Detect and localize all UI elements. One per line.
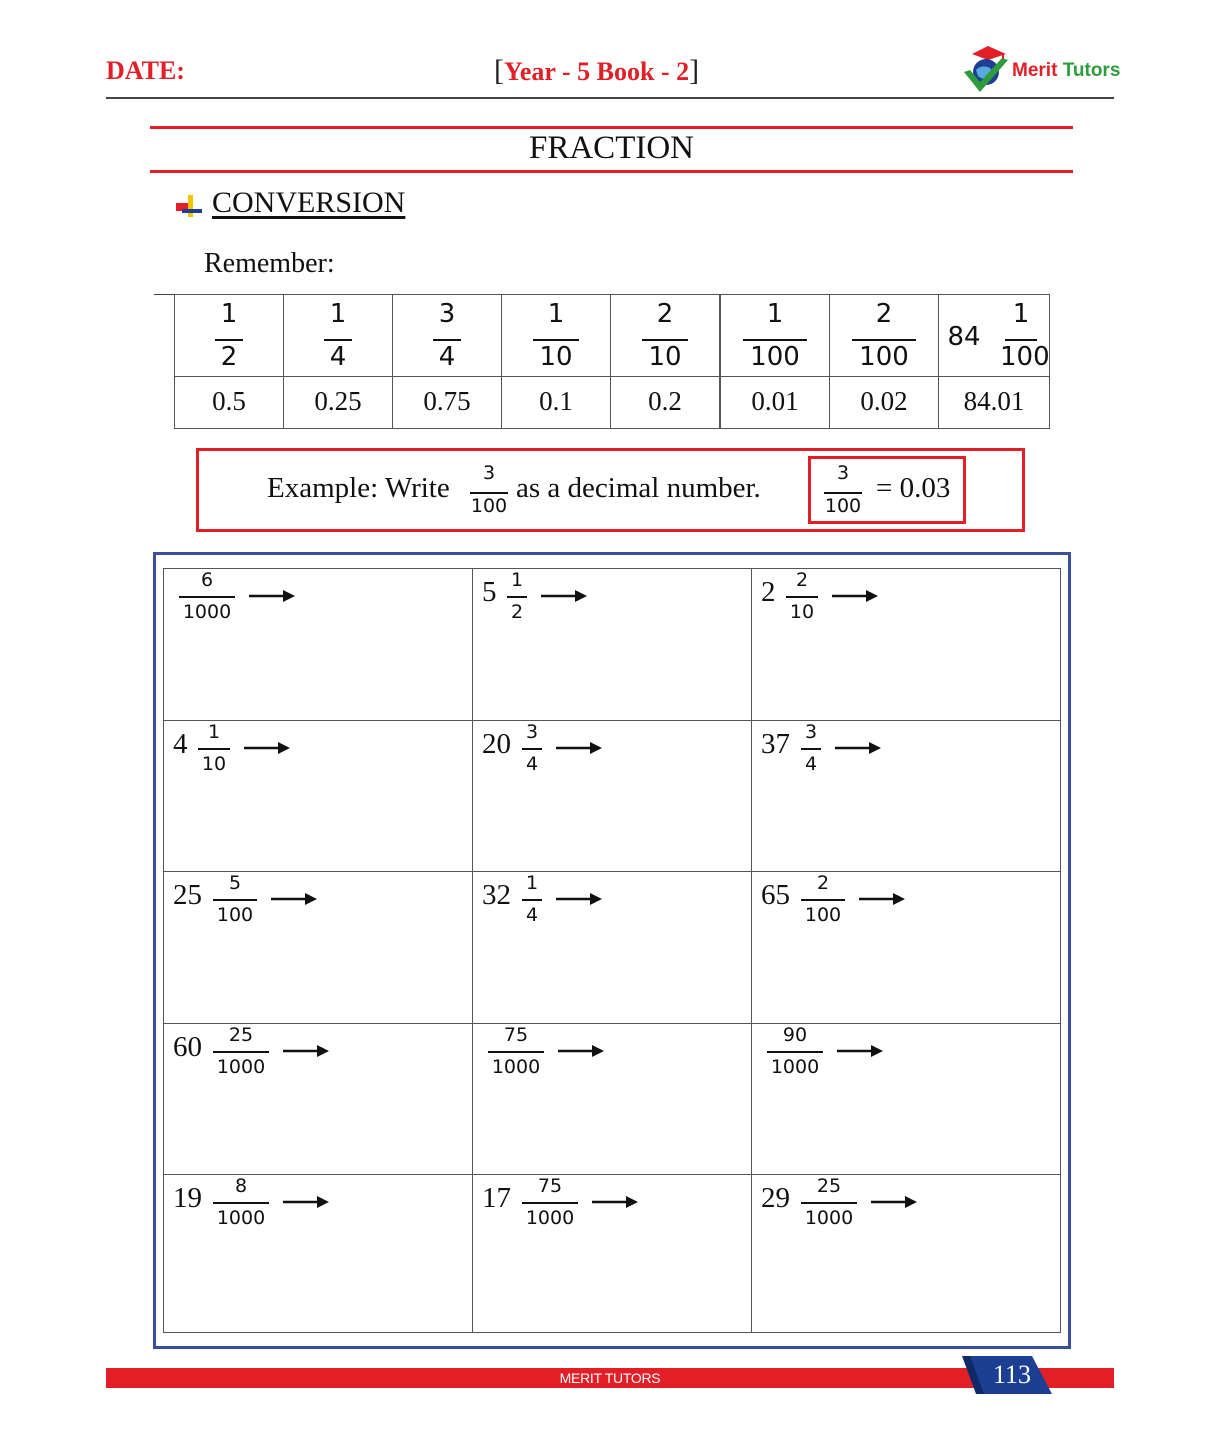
exercise-numerator: 6 — [200, 569, 214, 591]
exercise-fraction-bar — [198, 748, 230, 750]
ref-decimal: 0.75 — [423, 386, 471, 416]
exercise-denominator: 4 — [525, 904, 539, 926]
exercise-numerator: 25 — [816, 1175, 842, 1197]
exercise-numerator: 75 — [503, 1024, 529, 1046]
exercise-denominator: 1000 — [804, 1207, 854, 1229]
right-arrow-icon — [871, 1195, 917, 1207]
exercise-numerator: 75 — [537, 1175, 563, 1197]
exercise-denominator: 1000 — [491, 1056, 541, 1078]
ref-denominator: 4 — [329, 342, 347, 372]
ref-denominator: 100 — [859, 342, 909, 372]
ref-fraction-bar — [1005, 339, 1037, 341]
right-arrow-icon — [271, 892, 317, 904]
right-arrow-icon — [592, 1195, 638, 1207]
exercise-denominator: 10 — [201, 753, 227, 775]
example-prefix: Example: Write — [267, 472, 450, 504]
right-arrow-icon — [244, 741, 290, 753]
ref-fraction-bar — [533, 339, 579, 341]
exercise-fraction-bar — [179, 596, 235, 598]
ref-numerator: 1 — [220, 299, 238, 329]
close-bracket: ] — [689, 54, 700, 87]
exercise-fraction-bar — [213, 1202, 269, 1204]
ref-decimal: 84.01 — [963, 386, 1025, 416]
exercise-whole: 4 — [173, 728, 188, 760]
ref-numerator: 2 — [656, 299, 674, 329]
exercise-fraction-bar — [522, 748, 542, 750]
ref-fraction-bar — [852, 339, 916, 341]
ref-denominator: 10 — [539, 342, 573, 372]
example-denominator: 100 — [470, 495, 508, 517]
exercise-denominator: 4 — [804, 753, 818, 775]
ref-decimal: 0.5 — [212, 386, 246, 416]
exercise-fraction-bar — [522, 1202, 578, 1204]
exercise-numerator: 1 — [207, 721, 221, 743]
right-arrow-icon — [835, 741, 881, 753]
ref-decimal: 0.25 — [314, 386, 362, 416]
exercise-numerator: 1 — [510, 569, 524, 591]
date-label: DATE: — [106, 56, 185, 85]
title-bottom-rule — [150, 170, 1073, 173]
exercise-denominator: 10 — [789, 601, 815, 623]
ref-numerator: 1 — [547, 299, 565, 329]
ref-denominator: 2 — [220, 342, 238, 372]
page-number: 113 — [992, 1360, 1032, 1389]
exercise-fraction-bar — [801, 1202, 857, 1204]
exercise-whole: 20 — [482, 728, 511, 760]
exercise-cell — [163, 871, 473, 1024]
ref-denominator: 100 — [750, 342, 800, 372]
answer-fraction-bar — [824, 492, 862, 494]
open-bracket: [ — [494, 54, 504, 87]
ref-fraction-bar — [642, 339, 688, 341]
exercise-fraction-bar — [522, 899, 542, 901]
exercise-denominator: 1000 — [216, 1056, 266, 1078]
ref-decimal: 0.02 — [860, 386, 908, 416]
answer-value: = 0.03 — [876, 472, 951, 504]
remember-label: Remember: — [204, 248, 335, 279]
right-arrow-icon — [832, 589, 878, 601]
exercise-fraction-bar — [801, 748, 821, 750]
exercise-denominator: 1000 — [770, 1056, 820, 1078]
title-top-rule — [150, 126, 1073, 129]
ref-decimal: 0.01 — [751, 386, 799, 416]
exercise-cell — [751, 720, 1061, 872]
exercise-numerator: 25 — [228, 1024, 254, 1046]
section-heading: CONVERSION — [212, 186, 406, 219]
exercise-whole: 17 — [482, 1182, 511, 1214]
right-arrow-icon — [283, 1195, 329, 1207]
right-arrow-icon — [556, 741, 602, 753]
exercise-whole: 60 — [173, 1031, 202, 1063]
ref-decimal: 0.2 — [648, 386, 682, 416]
exercise-numerator: 3 — [804, 721, 818, 743]
right-arrow-icon — [541, 589, 587, 601]
exercise-numerator: 2 — [795, 569, 809, 591]
ref-fraction-bar — [324, 339, 352, 341]
exercise-fraction-bar — [213, 1051, 269, 1053]
ref-numerator: 1 — [1012, 299, 1030, 329]
book-title-text: Year - 5 Book - 2 — [504, 57, 690, 86]
footer-brand: MERIT TUTORS — [559, 1370, 661, 1386]
exercise-whole: 2 — [761, 576, 776, 608]
ref-fraction-bar — [743, 339, 807, 341]
ref-numerator: 3 — [438, 299, 456, 329]
right-arrow-icon — [558, 1044, 604, 1056]
exercise-denominator: 100 — [216, 904, 254, 926]
ref-whole: 84 — [947, 322, 981, 352]
example-fraction-bar — [470, 492, 508, 494]
example-numerator: 3 — [482, 462, 496, 484]
logo-text-tutors: Tutors — [1062, 60, 1121, 81]
exercise-fraction-bar — [213, 899, 257, 901]
exercise-numerator: 5 — [228, 872, 242, 894]
ref-denominator: 10 — [648, 342, 682, 372]
exercise-fraction-bar — [786, 596, 818, 598]
exercise-cell — [472, 720, 752, 872]
exercise-fraction-bar — [507, 596, 527, 598]
exercise-whole: 65 — [761, 879, 790, 911]
exercise-whole: 29 — [761, 1182, 790, 1214]
ref-denominator: 4 — [438, 342, 456, 372]
exercise-denominator: 1000 — [216, 1207, 266, 1229]
exercise-denominator: 1000 — [525, 1207, 575, 1229]
exercise-whole: 25 — [173, 879, 202, 911]
page-title: FRACTION — [528, 130, 695, 166]
exercise-cell — [751, 871, 1061, 1024]
header-divider — [106, 97, 1114, 99]
right-arrow-icon — [556, 892, 602, 904]
exercise-cell — [472, 871, 752, 1024]
right-arrow-icon — [837, 1044, 883, 1056]
exercise-denominator: 100 — [804, 904, 842, 926]
right-arrow-icon — [249, 589, 295, 601]
exercise-whole: 5 — [482, 576, 497, 608]
ref-fraction-bar — [215, 339, 243, 341]
exercise-denominator: 2 — [510, 601, 524, 623]
exercise-fraction-bar — [767, 1051, 823, 1053]
ref-denominator: 100 — [1000, 342, 1050, 372]
logo-text-merit: Merit — [1012, 60, 1058, 81]
exercise-whole: 19 — [173, 1182, 202, 1214]
exercise-fraction-bar — [801, 899, 845, 901]
exercise-fraction-bar — [488, 1051, 544, 1053]
ref-decimal: 0.1 — [539, 386, 573, 416]
exercise-numerator: 3 — [525, 721, 539, 743]
exercise-numerator: 1 — [525, 872, 539, 894]
exercise-numerator: 8 — [234, 1175, 248, 1197]
ref-numerator: 2 — [875, 299, 893, 329]
exercise-whole: 37 — [761, 728, 790, 760]
ref-fraction-bar — [433, 339, 461, 341]
exercise-numerator: 2 — [816, 872, 830, 894]
exercise-denominator: 4 — [525, 753, 539, 775]
answer-numerator: 3 — [836, 462, 850, 484]
bullet-icon — [174, 193, 204, 221]
answer-denominator: 100 — [824, 495, 862, 517]
logo-text — [1012, 60, 1120, 82]
exercise-whole: 32 — [482, 879, 511, 911]
right-arrow-icon — [283, 1044, 329, 1056]
exercise-numerator: 90 — [782, 1024, 808, 1046]
book-title — [494, 54, 699, 88]
ref-numerator: 1 — [766, 299, 784, 329]
ref-numerator: 1 — [329, 299, 347, 329]
exercise-denominator: 1000 — [182, 601, 232, 623]
right-arrow-icon — [859, 892, 905, 904]
example-suffix: as a decimal number. — [516, 472, 761, 504]
